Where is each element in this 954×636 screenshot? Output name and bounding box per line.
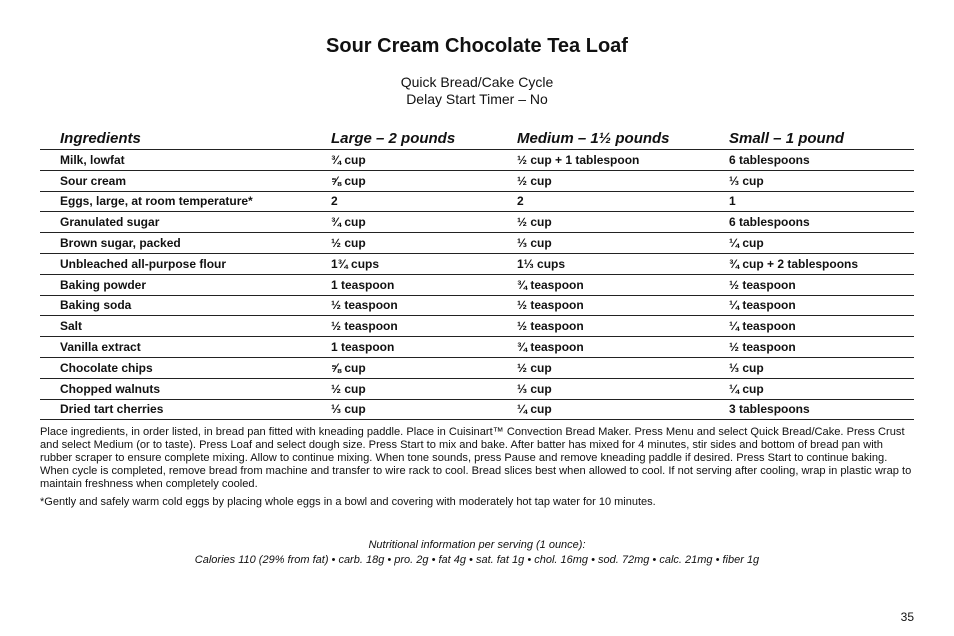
cycle-label: Quick Bread/Cake Cycle bbox=[400, 74, 554, 90]
table-row bbox=[40, 191, 914, 212]
small-amount: 1 bbox=[729, 191, 914, 212]
egg-footnote: *Gently and safely warm cold eggs by placing whole eggs in a bowl and covering with moderately hot tap water for 10 minutes. bbox=[40, 496, 656, 508]
recipe-title: Sour Cream Chocolate Tea Loaf bbox=[326, 35, 628, 57]
table-row bbox=[40, 295, 914, 316]
delay-timer-label: Delay Start Timer – No bbox=[406, 91, 548, 107]
ingredient-name: Chopped walnuts bbox=[40, 378, 331, 399]
medium-amount: 2 bbox=[517, 191, 729, 212]
small-amount: ¾ cup + 2 tablespoons bbox=[729, 253, 914, 274]
table-row bbox=[40, 357, 914, 378]
small-amount: 6 tablespoons bbox=[729, 212, 914, 233]
small-amount: 6 tablespoons bbox=[729, 150, 914, 171]
medium-amount: ½ teaspoon bbox=[517, 295, 729, 316]
header-ingredients: Ingredients bbox=[40, 127, 331, 150]
ingredient-name: Salt bbox=[40, 316, 331, 337]
ingredient-name: Baking powder bbox=[40, 274, 331, 295]
ingredient-name: Unbleached all-purpose flour bbox=[40, 253, 331, 274]
table-row bbox=[40, 253, 914, 274]
medium-amount: ½ cup bbox=[517, 170, 729, 191]
table-row bbox=[40, 337, 914, 358]
small-amount: ¼ cup bbox=[729, 378, 914, 399]
table-row bbox=[40, 233, 914, 254]
table-row bbox=[40, 378, 914, 399]
medium-amount: ½ cup bbox=[517, 212, 729, 233]
small-amount: ⅓ cup bbox=[729, 170, 914, 191]
medium-amount: ½ cup + 1 tablespoon bbox=[517, 150, 729, 171]
large-amount: 1 teaspoon bbox=[331, 274, 517, 295]
small-amount: ½ teaspoon bbox=[729, 337, 914, 358]
large-amount: ½ teaspoon bbox=[331, 316, 517, 337]
medium-amount: ¾ teaspoon bbox=[517, 274, 729, 295]
medium-amount: ⅓ cup bbox=[517, 233, 729, 254]
ingredient-name: Milk, lowfat bbox=[40, 150, 331, 171]
large-amount: ½ cup bbox=[331, 233, 517, 254]
ingredient-name: Sour cream bbox=[40, 170, 331, 191]
medium-amount: 1⅓ cups bbox=[517, 253, 729, 274]
medium-amount: ¾ teaspoon bbox=[517, 337, 729, 358]
large-amount: ¾ cup bbox=[331, 150, 517, 171]
table-row bbox=[40, 274, 914, 295]
table-row bbox=[40, 316, 914, 337]
ingredient-name: Dried tart cherries bbox=[40, 399, 331, 420]
large-amount: ⅝ cup bbox=[331, 170, 517, 191]
ingredients-table bbox=[40, 127, 914, 420]
small-amount: ¼ cup bbox=[729, 233, 914, 254]
ingredient-name: Brown sugar, packed bbox=[40, 233, 331, 254]
table-header-row bbox=[40, 127, 914, 150]
large-amount: 1 teaspoon bbox=[331, 337, 517, 358]
large-amount: 1¾ cups bbox=[331, 253, 517, 274]
table-row bbox=[40, 399, 914, 420]
small-amount: ¼ teaspoon bbox=[729, 295, 914, 316]
large-amount: ½ cup bbox=[331, 378, 517, 399]
instructions-paragraph: Place ingredients, in order listed, in bread pan fitted with kneading paddle. Place in Cuisinart™ Convection Bread Maker. Press Menu and select Quick Bread/Cake. Press Crust and select Medium (or to taste). Press Loaf and select dough size. Press Start to mix and bake. After batter has mixed for 4 minutes, stir sides and bottom of bread pan with rubber scraper to ensure complete mixing. Allow to continue mixing. When tone sounds, press Pause and remove kneading paddle if desired. Press Start to continue baking. When cycle is completed, remove bread from machine and transfer to wire rack to cool. Bread slices best when allowed to cool. If not serving after cooling, wrap in plastic wrap to maintain freshness when completely cooled. bbox=[40, 426, 912, 490]
small-amount: 3 tablespoons bbox=[729, 399, 914, 420]
large-amount: ⅝ cup bbox=[331, 357, 517, 378]
large-amount: 2 bbox=[331, 191, 517, 212]
medium-amount: ¼ cup bbox=[517, 399, 729, 420]
large-amount: ⅓ cup bbox=[331, 399, 517, 420]
header-large: Large – 2 pounds bbox=[331, 127, 517, 150]
small-amount: ¼ teaspoon bbox=[729, 316, 914, 337]
header-small: Small – 1 pound bbox=[729, 127, 914, 150]
medium-amount: ½ cup bbox=[517, 357, 729, 378]
ingredient-name: Chocolate chips bbox=[40, 357, 331, 378]
medium-amount: ⅓ cup bbox=[517, 378, 729, 399]
large-amount: ½ teaspoon bbox=[331, 295, 517, 316]
table-row bbox=[40, 150, 914, 171]
ingredient-name: Granulated sugar bbox=[40, 212, 331, 233]
ingredient-name: Vanilla extract bbox=[40, 337, 331, 358]
small-amount: ⅓ cup bbox=[729, 357, 914, 378]
nutrition-heading: Nutritional information per serving (1 ounce): bbox=[368, 539, 586, 551]
medium-amount: ½ teaspoon bbox=[517, 316, 729, 337]
ingredient-name: Eggs, large, at room temperature* bbox=[40, 191, 331, 212]
table-row bbox=[40, 212, 914, 233]
small-amount: ½ teaspoon bbox=[729, 274, 914, 295]
header-medium: Medium – 1½ pounds bbox=[517, 127, 729, 150]
table-row bbox=[40, 170, 914, 191]
page-number: 35 bbox=[900, 610, 914, 624]
large-amount: ¾ cup bbox=[331, 212, 517, 233]
nutrition-details: Calories 110 (29% from fat) • carb. 18g • pro. 2g • fat 4g • sat. fat 1g • chol. 16mg • sod. 72mg • calc. 21mg • fiber 1g bbox=[194, 554, 760, 566]
ingredient-name: Baking soda bbox=[40, 295, 331, 316]
